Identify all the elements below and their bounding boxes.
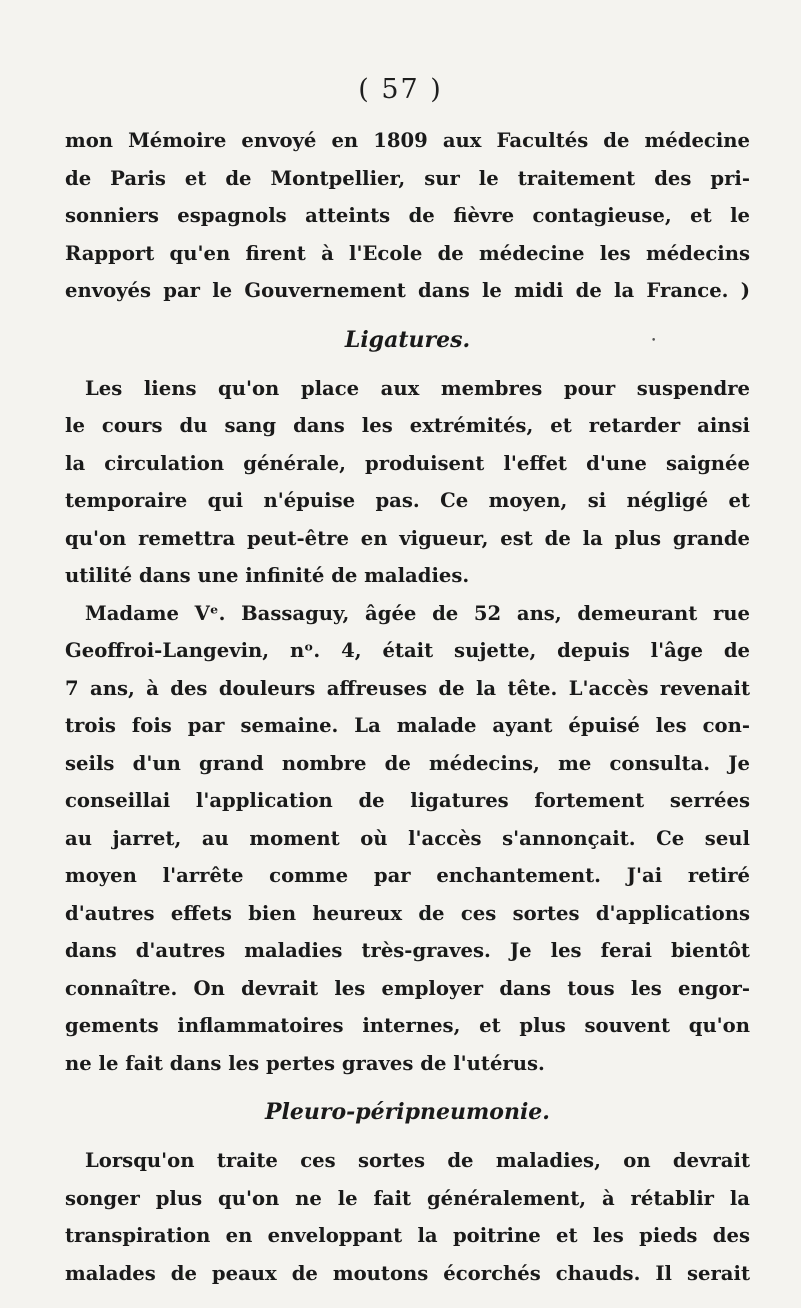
text-line: Madame Vᵉ. Bassaguy, âgée de 52 ans, demeurant rue [85,601,750,625]
ligatures-paragraph-1 [65,370,750,595]
text-line: dans d'autres maladies très-graves. Je les ferai bientôt [65,939,750,962]
text-line: sonniers espagnols atteints de fièvre contagieuse, et le [65,204,750,227]
page-number: ( 57 ) [358,74,443,105]
text-line: la circulation générale, produisent l'effet d'une saignée [65,451,750,475]
text-line: au jarret, au moment où l'accès s'annonçait. Ce seul [65,826,750,850]
section-heading-ligatures: Ligatures. [344,326,471,353]
text-line: gements inflammatoires internes, et plus souvent qu'on [65,1014,750,1037]
text-line: malades de peaux de moutons écorchés chauds. Il serait [65,1261,750,1285]
page-text [65,122,750,1292]
text-line: envoyés par le Gouvernement dans le midi de la France. ) [65,279,750,302]
text-line: temporaire qui n'épuise pas. Ce moyen, si négligé et [65,489,750,512]
ligatures-paragraph-2 [65,595,750,1083]
text-line: transpiration en enveloppant la poitrine et les pieds des [65,1224,750,1247]
text-line: Rapport qu'en firent à l'Ecole de médecine les médecins [65,241,750,265]
text-line: connaître. On devrait les employer dans tous les engor- [65,976,750,1000]
text-line: songer plus qu'on ne le fait généralement, à rétablir la [65,1186,750,1210]
text-line: moyen l'arrête comme par enchantement. J'ai retiré [65,864,750,887]
text-line: Les liens qu'on place aux membres pour suspendre [85,376,750,400]
text-line: ne le fait dans les pertes graves de l'utérus. [65,1051,545,1075]
text-line: conseillai l'application de ligatures fortement serrées [65,789,750,812]
text-line: le cours du sang dans les extrémités, et retarder ainsi [65,414,750,437]
text-line: de Paris et de Montpellier, sur le traitement des pri- [65,166,750,190]
text-line: utilité dans une infinité de maladies. [65,564,470,587]
text-line: mon Mémoire envoyé en 1809 aux Facultés de médecine [65,129,750,152]
margin-speck: • [651,336,657,346]
text-line: trois fois par semaine. La malade ayant épuisé les con- [65,714,750,737]
text-line: 7 ans, à des douleurs affreuses de la tête. L'accès revenait [65,676,750,700]
text-line: d'autres effets bien heureux de ces sortes d'applications [65,901,750,925]
text-line: qu'on remettra peut-être en vigueur, est de la plus grande [65,526,750,550]
text-line: seils d'un grand nombre de médecins, me consulta. Je [65,751,750,775]
section-heading-pleuro: Pleuro-péripneumonie. [265,1099,550,1125]
pleuro-paragraph-1 [65,1142,750,1292]
intro-paragraph [65,122,750,310]
text-line: Lorsqu'on traite ces sortes de maladies, on devrait [85,1149,750,1172]
text-line: Geoffroi-Langevin, nᵒ. 4, était sujette, depuis l'âge de [65,639,750,662]
